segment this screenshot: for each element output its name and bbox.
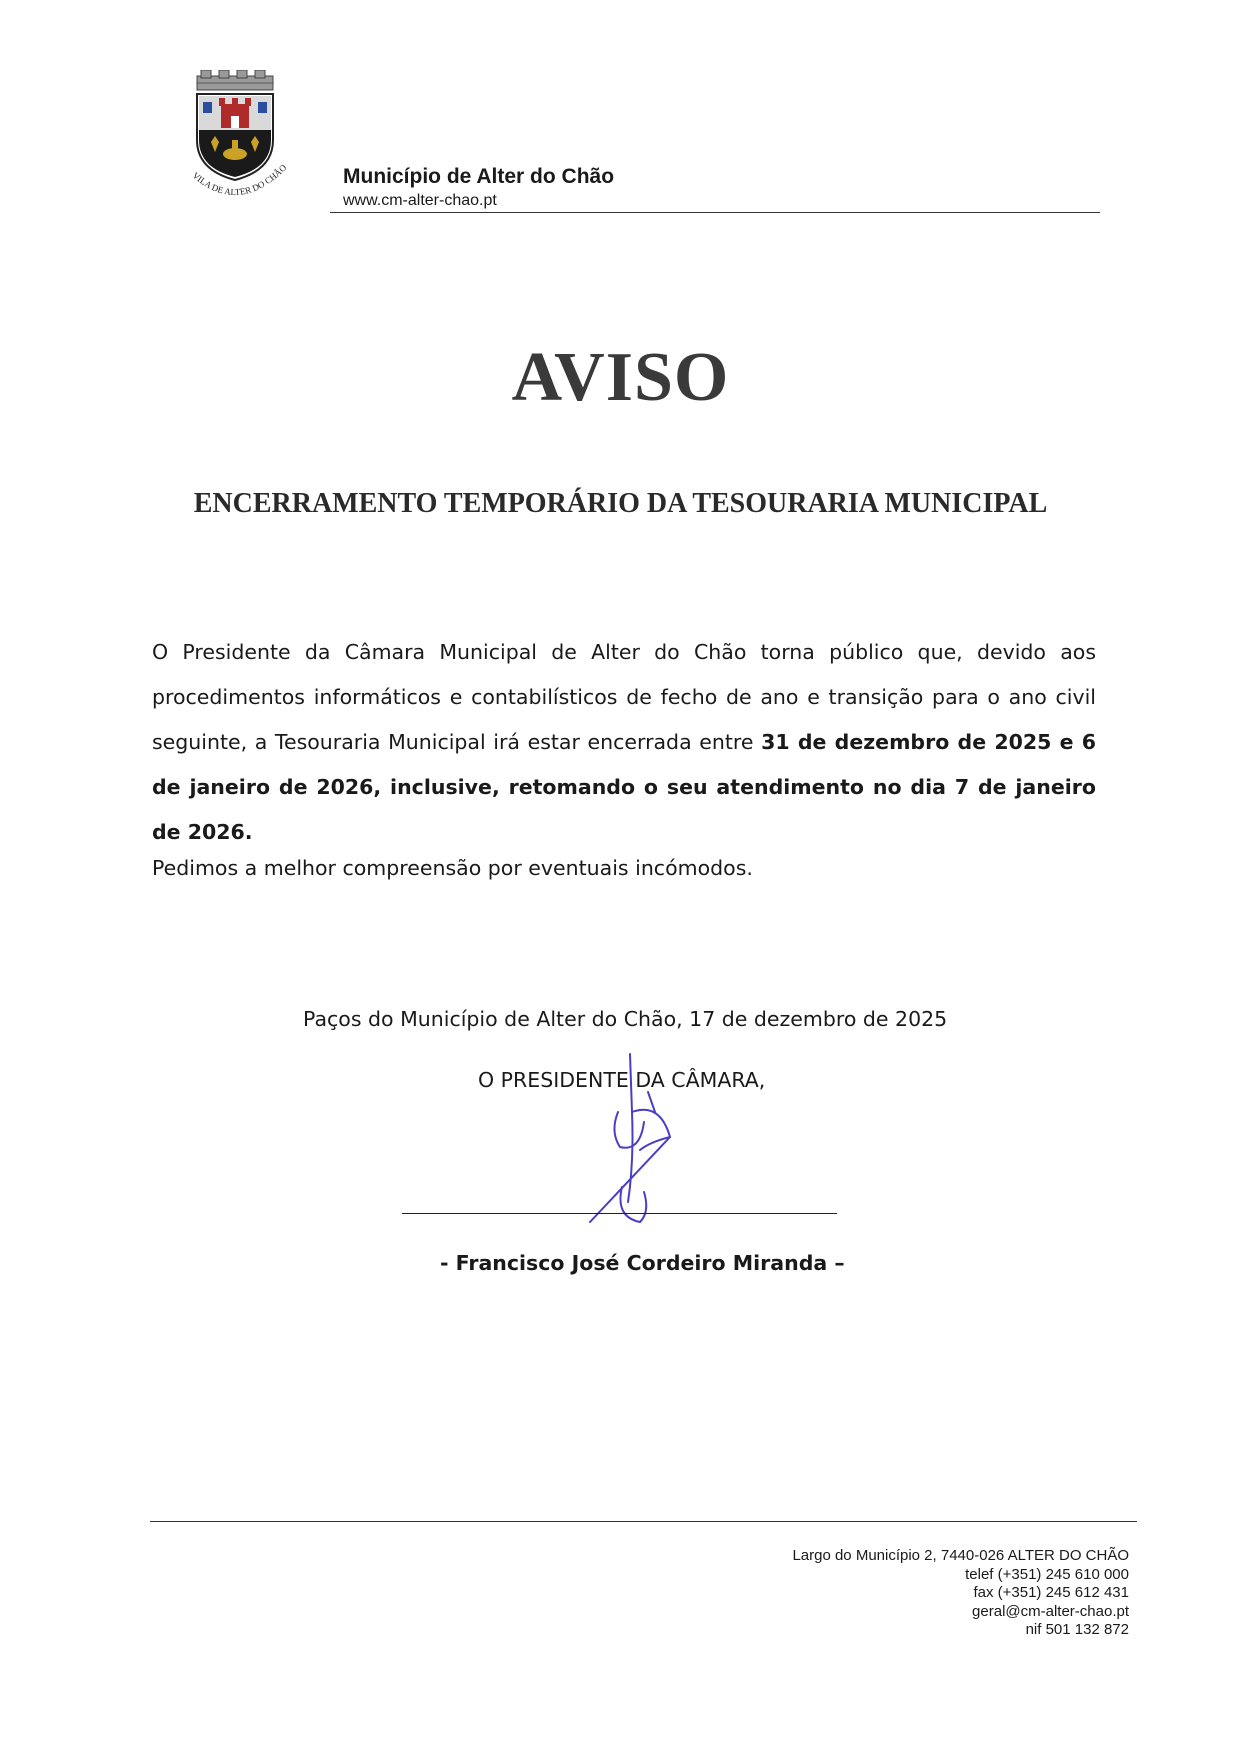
signer-name: - Francisco José Cordeiro Miranda – [440,1251,845,1275]
footer-phone: telef (+351) 245 610 000 [965,1565,1129,1583]
closing-sentence: Pedimos a melhor compreensão por eventuais incómodos. [152,856,753,880]
notice-subtitle: ENCERRAMENTO TEMPORÁRIO DA TESOURARIA MUNICIPAL [193,488,1048,519]
footer-divider [150,1521,1137,1522]
footer-contact [792,1547,1129,1640]
crest-motto: VILA DE ALTER DO CHÃO [190,162,289,198]
shield-icon [197,94,273,180]
footer-address: Largo do Município 2, 7440-026 ALTER DO CHÃO [792,1547,1129,1564]
place-and-date: Paços do Município de Alter do Chão, 17 de dezembro de 2025 [303,1007,948,1031]
signatory-role: O PRESIDENTE DA CÂMARA, [478,1068,766,1092]
header-divider [330,212,1100,213]
notice-body-text: O Presidente da Câmara Municipal de Alter do Chão torna público que, devido aos procedimentos informáticos e contabilísticos de fecho de ano e transição para o ano civil seguinte, a Tesouraria Municipal irá estar encerrada entre [152,640,1096,754]
municipal-coat-of-arms [175,70,295,210]
footer-email[interactable]: geral@cm-alter-chao.pt [972,1602,1129,1620]
notice-body [152,630,1096,855]
website-url[interactable]: www.cm-alter-chao.pt [343,192,497,209]
notice-body-dates: 31 de dezembro de 2025 e 6 de janeiro de 2026, inclusive, retomando o seu atendimento no dia 7 de janeiro de 2026. [152,730,1097,844]
signature-line [402,1213,837,1214]
footer-fax: fax (+351) 245 612 431 [973,1584,1129,1601]
notice-title: AVISO [511,339,730,416]
organization-name: Município de Alter do Chão [343,165,615,188]
mural-crown-icon [197,70,273,90]
footer-nif: nif 501 132 872 [1025,1621,1129,1638]
handwritten-signature [570,1052,710,1227]
